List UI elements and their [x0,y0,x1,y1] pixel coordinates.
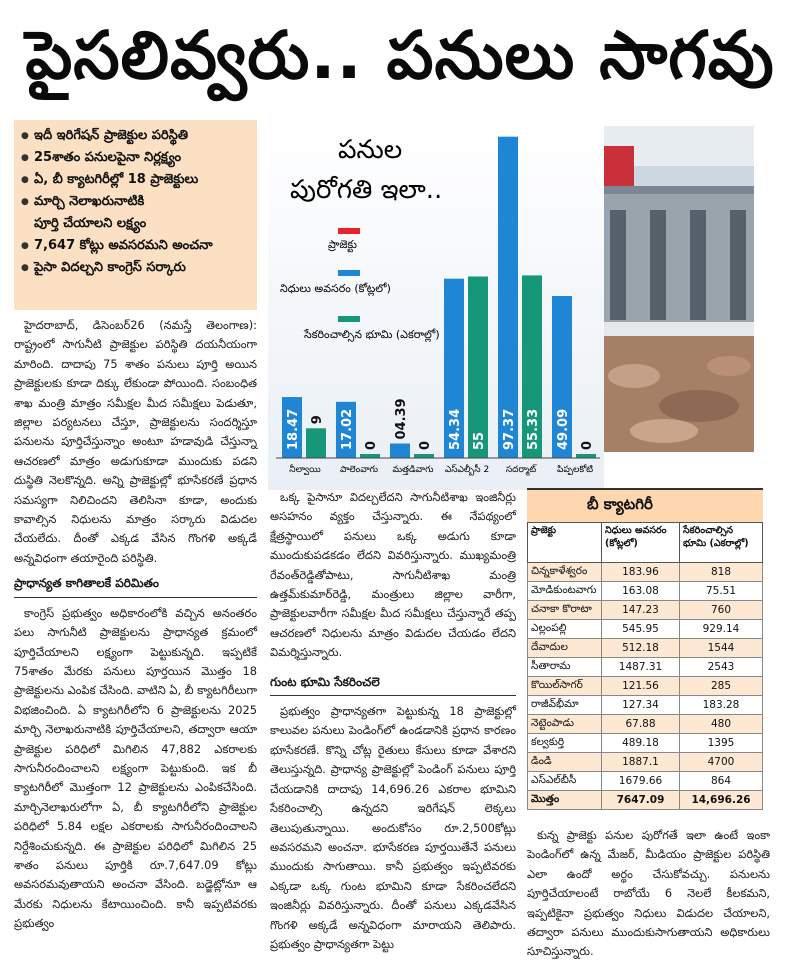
project-name-cell: చిన్నకాళేశ్వరం [528,563,602,582]
land-cell: 183.28 [680,696,763,715]
bar-land [576,454,596,458]
project-name-cell: మోడికుంటవాగు [528,582,602,601]
column-header: నిధులు అవసరం (కోట్లలో) [602,523,680,563]
article-paragraph: కున్న ప్రాజెక్టు పనుల పురోగతే ఇలా ఉంటే ఇంకా పెండింగ్‌లో ఉన్న మేజర్, మీడియం ప్రాజెక్టుల పరిస్థితి ఎలా ఉందో అర్థం చేసుకోవచ్చు. పనులను పూర్తిచేయాలంటే రాబోయే 6 నెలలే కీలకమని, ఇప్పటికైనా ప్రభుత్వం నిధులు విడుదల చేయాలని, తద్వారా పనులు ముందుకుసాగుతాయని అధికారులు సూచిస్తున్నారు. [527,828,770,959]
table-row [528,715,763,734]
progress-chart [268,120,604,490]
bar-value-label: 54.34 [448,408,463,450]
total-cell: 7647.09 [602,791,680,810]
project-name-cell: కల్వకుర్తి [528,734,602,753]
category-label: సదర్మాట్ [505,465,537,475]
bar-land [306,428,326,458]
funds-cell: 183.96 [602,563,680,582]
total-cell: మొత్తం [528,791,602,810]
total-cell: 14,696.26 [680,791,763,810]
column-header: సేకరించాల్సిన భూమి (ఎకరాల్లో) [680,523,763,563]
funds-cell: 489.18 [602,734,680,753]
project-name-cell: నెట్టెంపాడు [528,715,602,734]
table-row [528,582,763,601]
article-paragraph: కాంగ్రెస్ ప్రభుత్వం అధికారంలోకి వచ్చిన అనంతరం పలు సాగునీటి ప్రాజెక్టులను ప్రాధాన్యత క్రమంలో పూర్తిచేయాలని లక్ష్యంగా పెట్టుకున్నది. ఇప్పటికే 75శాతం మేరకు పనులు పూర్తయిన మొత్తం 18 ప్రాజెక్టులను ఎంపిక చేసింది. వాటిని ఏ, బీ క్యాటగిరీలుగా విభజించింది. ఏ క్యాటగిరీలోని 6 ప్రాజెక్టులను 2025 మార్చి నెలాఖరునాటికి పూర్తిచేయాలని, తద్వారా ఆయా ప్రాజెక్టుల పరిధిలో మిగిలిన 47,882 ఎకరాలకు సాగునీరందించాలని లక్ష్యంగా పెట్టుకుంది. ఇక బీ క్యాటగిరీలో మొత్తంగా 12 ప్రాజెక్టులను ఎంపికచేసింది. మార్చినెలాఖరులోగా ఏ, బీ క్యాటగిరీలోని ప్రాజెక్టుల పరిధిలో 5.84 లక్షల ఎకరాలకు సాగునీరందించాలని నిర్దేశించుకున్నది. ఈ ప్రాజెక్టుల పరిధిలో మిగిలిన 25 శాతం పనులు పూర్తికి రూ.7,647.09 కోట్లు అవసరమవుతాయని అంచనా వేసింది. బడ్జెట్లోనూ ఆ మేరకు నిధులను కేటాయించింది. కానీ ఇప్పటివరకు ప్రభుత్వం [14,605,257,931]
project-name-cell: చనాకా కొరాటా [528,601,602,620]
highlight-item: ● మార్చి నెలాఖరునాటికి [20,191,251,213]
funds-cell: 512.18 [602,639,680,658]
bar-land [468,277,488,459]
data-table [527,522,763,810]
legend-label-land: సేకరించాల్సిన భూమి (ఎకరాల్లో) [304,328,440,341]
funds-cell: 67.88 [602,715,680,734]
category-label: మత్తడివాగు [392,465,434,475]
project-name-cell: డిండి [528,753,602,772]
bar-funds [390,444,410,458]
land-cell: 2543 [680,658,763,677]
highlight-item: ● 7,647 కోట్లు అవసరమని అంచనా [20,235,251,257]
table-row [528,601,763,620]
chart-title-line2: పురోగతి ఇలా.. [290,175,443,205]
table-row [528,639,763,658]
subheading: గుంట భూమి సేకరించలె [270,673,516,696]
project-name-cell: దేవాదుల [528,639,602,658]
column-1 [14,316,257,934]
category-label: నీల్వాయి [289,465,321,475]
land-cell: 4700 [680,753,763,772]
bar-value-label: 55 [472,431,487,450]
land-cell: 480 [680,715,763,734]
highlight-item: ● ఏ, బీ క్యాటగిరీల్లో 18 ప్రాజెక్టులు [20,169,251,191]
bar-value-label: 18.47 [286,408,301,450]
chart-title-line1: పనుల [338,135,403,165]
land-cell: 864 [680,772,763,791]
table-title: బీ క్యాటగిరీ [527,488,763,522]
bar-land [360,454,380,458]
table-row [528,734,763,753]
funds-cell: 163.08 [602,582,680,601]
headline: పైసలివ్వరు.. పనులు సాగవు [25,17,775,94]
table-row [528,772,763,791]
project-name-cell: రాజీవ్‌భీమా [528,696,602,715]
land-cell: 1544 [680,639,763,658]
funds-cell: 1679.66 [602,772,680,791]
column-3 [527,826,770,962]
project-name-cell: ఎల్లంపల్లి [528,620,602,639]
funds-cell: 147.23 [602,601,680,620]
land-cell: 285 [680,677,763,696]
legend-swatch-project [338,228,360,234]
table-row [528,677,763,696]
land-cell: 818 [680,563,763,582]
highlights-box [14,120,257,310]
column-header: ప్రాజెక్టు [528,523,602,563]
land-cell: 760 [680,601,763,620]
article-paragraph: ఒక్క పైసానూ విదల్చలేదని సాగునీటిశాఖ ఇంజినీర్లు అసహనం వ్యక్తం చేస్తున్నారు. ఈ నేపథ్యంలో క్షేత్రస్థాయిలో పనులు ఒక్క అడుగు కూడా ముందుకుపడకడం లేదని వివరిస్తున్నారు. ముఖ్యమంత్రి రేవంత్‌రెడ్డితోపాటు, సాగునీటిశాఖ మంత్రి ఉత్తమ్‌కుమార్‌రెడ్డి, మంత్రులు జిల్లాల వారీగా, ప్రాజెక్టులవారీగా సమీక్షల మీద సమీక్షలు చేస్తున్నారే తప్ప ఆచరణలో నిధులను మాత్రం విడుదల చేయడం లేదని విమర్శిస్తున్నారు. [270,490,516,660]
bar-value-label: 49.09 [556,408,571,450]
funds-cell: 121.56 [602,677,680,696]
table-row [528,753,763,772]
progress-chart-svg [268,120,604,490]
bar-value-label: 55.33 [526,408,541,450]
bar-value-label: 9 [310,415,325,425]
legend-swatch-funds [338,270,360,276]
b-category-table [527,488,763,830]
legend-swatch-land [338,316,360,322]
column-2 [270,488,516,954]
table-total-row [528,791,763,810]
bar-land [414,454,434,458]
highlight-item: ● పైసా విదల్చని కాంగ్రెస్ సర్కారు [20,257,251,279]
bar-value-label: 0 [364,440,379,450]
highlight-item: ● ఇదీ ఇరిగేషన్ ప్రాజెక్టుల పరిస్థితి [20,125,251,147]
highlight-item: ● 25శాతం పనులపైనా నిర్లక్ష్యం [20,147,251,169]
project-name-cell: కొయిల్‌సాగర్ [528,677,602,696]
article-paragraph: ప్రభుత్వం ప్రాధాన్యతగా పెట్టుకున్న 18 ప్రాజెక్టుల్లో కాలువల పనులు పెండింగ్‌లో ఉండడానికి ప్రధాన కారణం భూసేకరణే. కొన్ని చోట్ల రైతులు కేసులు కూడా వేశారని తెలుస్తున్నది. ప్రాధాన్య ప్రాజెక్టుల్లో పెండింగ్ పనులు పూర్తి చేయడానికి దాదాపు 14,696.26 ఎకరాల భూమిని సేకరించాల్సి ఉన్నదని ఇరిగేషన్ లెక్కలు తెలుపుతున్నాయి. అందుకోసం రూ.2,500కోట్లు అవసరమని అంచనా. భూసేకరణ పూర్తయితేనే పనులు ముందుకు సాగుతాయి. కానీ ప్రభుత్వం ఇప్పటివరకు ఎక్కడా ఒక్క గుంట భూమిని కూడా సేకరించలేదని ఇంజినీర్లు వివరిస్తున్నారు. దీంతో పనులు ఎక్కడవేసిన గొంగళి అక్కడే అన్నవిధంగా మారాయని తెలిపారు. ప్రభుత్వం ప్రాధాన్యతగా పెట్టు [270,704,516,951]
dam-photo [604,126,754,452]
land-cell: 1395 [680,734,763,753]
land-cell: 75.51 [680,582,763,601]
funds-cell: 1487.31 [602,658,680,677]
funds-cell: 1887.1 [602,753,680,772]
funds-cell: 127.34 [602,696,680,715]
subheading: ప్రాధాన్యత కాగితాలకే పరిమితం [14,574,257,597]
table-row [528,563,763,582]
bar-value-label: 0 [580,440,595,450]
category-label: పిప్పలకోటి [556,465,594,475]
article-paragraph: హైదరాబాద్, డిసెంబర్26 (నమస్తే తెలంగాణ): రాష్ట్రంలో సాగునీటి ప్రాజెక్టుల పరిస్థితి దయనీయంగా మారింది. దాదాపు 75 శాతం పనులు పూర్తి అయిన ప్రాజెక్టులకు కూడా దిక్కు లేకుండా పోయింది. సంబంధిత శాఖ మంత్రి మాత్రం సమీక్షల మీద సమీక్షలు పెడుతూ, జిల్లాల పర్యటనలు చేస్తూ, ప్రాజెక్టులను సందర్శిస్తూ పనులను పూర్తిచేస్తున్నాం అంటూ హడావుడి చేస్తున్నా ఆచరణలో మాత్రం అడుగుకూడా ముందుకు పడని దుస్థితి నెలకొన్నది. అన్ని ప్రాజెక్టుల్లో భూసేకరణే ప్రధాన సమస్యగా నిలిచిందని తెలిసినా కూడా, అందుకు కావాల్సిన నిధులను మాత్రం సర్కారు విడుదల చేయలేదు. దీంతో ఎక్కడ వేసిన గొంగళి అక్కడే అన్నవిధంగా తయారైంది పరిస్థితి. [14,318,257,565]
legend-label-funds: నిధులు అవసరం (కోట్లలో) [280,282,391,295]
land-cell: 929.14 [680,620,763,639]
bar-value-label: 0 [418,440,433,450]
bar-value-label: 17.02 [340,408,355,450]
bar-value-label: 04.39 [394,398,409,440]
table-row [528,696,763,715]
bar-value-label: 97.37 [502,408,517,450]
legend-label-project: ప్రాజెక్టు [328,238,357,251]
table-body [528,563,763,810]
table-row [528,620,763,639]
project-name-cell: ఎస్ఎల్‌బీసీ [528,772,602,791]
project-name-cell: సీతారామ [528,658,602,677]
table-row [528,658,763,677]
highlight-item: పూర్తి చేయాలని లక్ష్యం [34,216,147,231]
category-label: పాలెంవాగు [339,465,379,475]
category-label: ఎస్ఎల్బీసీ 2 [444,465,490,475]
funds-cell: 545.95 [602,620,680,639]
